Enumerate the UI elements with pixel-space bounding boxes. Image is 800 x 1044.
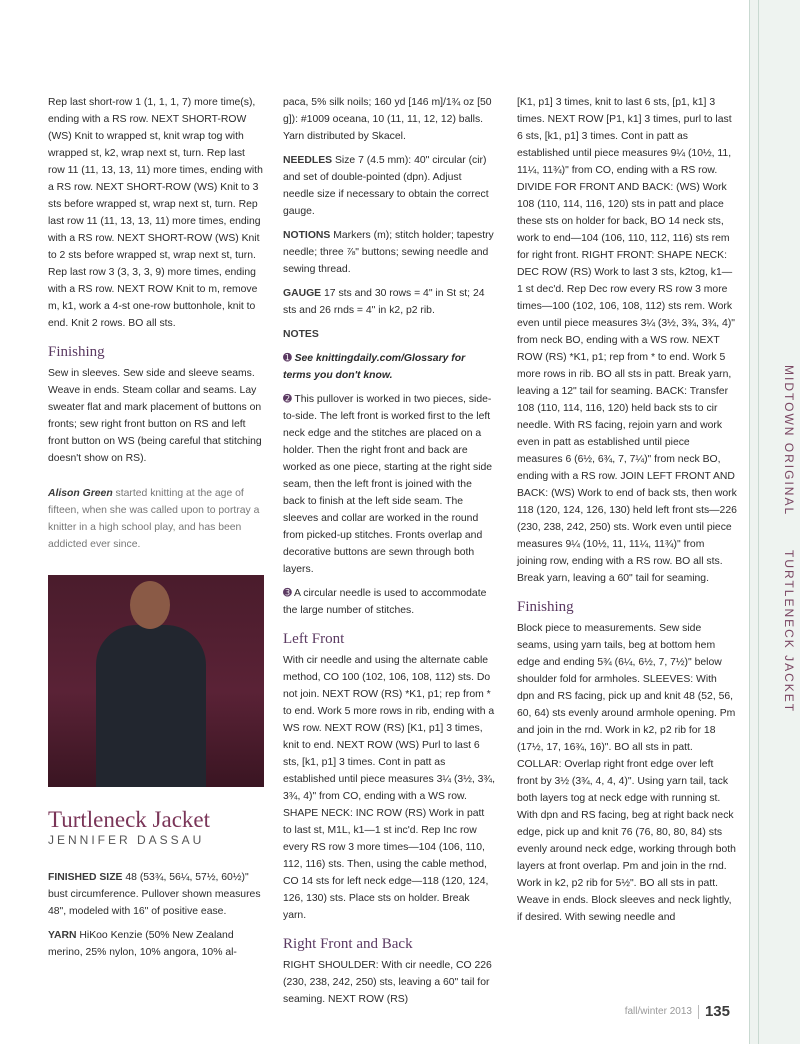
designer-bio	[48, 485, 264, 553]
needles	[283, 152, 495, 220]
note-3-text: A circular needle is used to accommodate the large number of stitches.	[283, 588, 487, 616]
finished-size	[48, 869, 264, 920]
short-row-text: Rep last short-row 1 (1, 1, 1, 7) more time(s), ending with a RS row. NEXT SHORT-ROW (WS) Knit to wrapped st, knit wrap tog with wrapped st, k2, wrap next st, turn. Rep last row 11 (11, 13, 13, 11) more times, ending with a RS row. NEXT SHORT-ROW (WS) Knit to 3 sts before wrapped st, wrap next st, turn. Rep last row 11 (11, 13, 13, 11) more times, ending with a RS row. NEXT SHORT-ROW (WS) Knit to 2 sts before wrapped st, wrap next st, turn. Rep last row 3 (3, 3, 3, 9) more times, ending with a RS row. NEXT ROW Knit to m, remove m, k1, work a 4-st one-row buttonhole, knit to end. Knit 2 rows. BO all sts.	[48, 97, 263, 329]
side-tab	[749, 0, 800, 1044]
column-1	[48, 94, 264, 968]
issue-label: fall/winter 2013	[624, 1006, 692, 1017]
left-front-heading: Left Front	[283, 631, 345, 647]
page-footer	[625, 1003, 730, 1020]
jacket-figure	[96, 625, 206, 787]
notions-text: Markers (m); stitch holder; tapestry needle; three ⅞" buttons; sewing needle and sewing thread.	[283, 230, 494, 275]
pattern-label: TURTLENECK JACKET	[782, 550, 796, 714]
needles-label: NEEDLES	[283, 155, 333, 166]
finishing-text-2: Block piece to measurements. Sew side seams, using yarn tails, beg at bottom hem edge and ending 5¾ (6¼, 6½, 7, 7½)" below shoulder fold for armholes. SLEEVES: With dpn and RS facing, pick up and knit 48 (52, 56, 60, 64) sts evenly around armhole opening. Pm and join in the rnd. Work in k2, p2 rib for 18 (17½, 17, 16¾, 16)". BO all sts in patt. COLLAR: Overlap right front edge over left front by 3½ (3¾, 4, 4, 4)". Using yarn tail, tack both layers tog at neck edge with running st. With dpn and RS facing, beg at right back neck edge, pick up and knit 76 (76, 80, 80, 84) sts evenly around neck edge, working through both layers at front overlap. Pm and join in the rnd. Work in k2, p2 rib for 5½". BO all sts in patt. Weave in ends. Block sleeves and neck lightly, if desired. With sewing needle and	[517, 623, 736, 923]
gauge-label: GAUGE	[283, 288, 322, 299]
note-1	[283, 350, 495, 384]
bullet-icon: ➊	[283, 353, 295, 364]
right-front-heading: Right Front and Back	[283, 936, 413, 952]
section-label: MIDTOWN ORIGINAL	[782, 365, 796, 517]
needles-text: Size 7 (4.5 mm): 40" circular (cir) and set of double-pointed (dpn). Adjust needle size if necessary to obtain the correct gauge.	[283, 155, 489, 217]
right-front-cont: [K1, p1] 3 times, knit to last 6 sts, [p1, k1] 3 times. NEXT ROW [P1, k1] 3 times, purl to last 6 sts, [k1, p1] 3 times. Cont in patt as established until piece measures 9¼ (10½, 11, 11¼, 11¾)" from CO, ending with a RS row. DIVIDE FOR FRONT AND BACK: (WS) Work 108 (110, 114, 116, 120) sts in patt and place these sts on holder for back, BO 14 neck sts, work to end—104 (106, 110, 112, 116) sts rem for right front. RIGHT FRONT: SHAPE NECK: DEC ROW (RS) Work to last 3 sts, k2tog, k1—1 st dec'd. Rep Dec row every RS row 3 more times—100 (102, 106, 108, 112) sts rem. Work even until piece measures 3¼ (3½, 3¾, 3¾, 4)" from neck BO, ending with a WS row. NEXT ROW (RS) *K1, p1; rep from * to end. Work 5 more rows in rib. BO all sts in patt. Break yarn, leaving a 12" tail for seaming. BACK: Transfer 108 (110, 114, 116, 120) held back sts to cir needle. With RS facing, rejoin yarn and work even in patt as established until piece measures 6 (6½, 6¾, 7, 7¼)" from neck BO, ending with a RS row. JOIN LEFT FRONT AND BACK: (WS) Work to end of back sts, then work 118 (120, 124, 126, 130) held left front sts—226 (230, 238, 242, 250) sts. Work even until piece measures 9¼ (10½, 11, 11¼, 11¾)" from joining row, ending with a RS row. BO all sts. Break yarn, leaving a 60" tail for seaming.	[517, 97, 737, 584]
yarn-text: HiKoo Kenzie (50% New Zealand merino, 25% nylon, 10% angora, 10% al-	[48, 930, 237, 958]
finishing-heading-2: Finishing	[517, 599, 574, 615]
page-number: 135	[704, 1003, 730, 1020]
yarn-label: YARN	[48, 930, 77, 941]
left-front-text: With cir needle and using the alternate cable method, CO 100 (102, 106, 108, 112) sts. Do not join. NEXT ROW (RS) *K1, p1; rep from * to end. Work 5 more rows in rib, ending with a WS row. NEXT ROW (RS) [K1, p1] 3 times, knit to end. NEXT ROW (WS) Purl to last 6 sts, [k1, p1] 3 times. Cont in patt as established until piece measures 3¼ (3½, 3¾, 3¾, 4)" from CO, ending with a WS row. SHAPE NECK: INC ROW (RS) Work in patt to last st, M1L, k1—1 st inc'd. Rep Inc row every RS row 3 more times—104 (106, 110, 112, 116) sts. Then, using the cable method, CO 14 sts for left neck edge—118 (120, 124, 126, 130) sts. Place sts on holder. Break yarn.	[283, 655, 495, 921]
column-2	[283, 94, 495, 1015]
column-3	[517, 94, 737, 933]
right-front-text: RIGHT SHOULDER: With cir needle, CO 226 (230, 238, 242, 250) sts, leaving a 60" tail for seaming. NEXT ROW (RS)	[283, 960, 492, 1005]
note-2	[283, 391, 495, 578]
bullet-icon: ➋	[283, 394, 295, 405]
gauge-text: 17 sts and 30 rows = 4" in St st; 24 sts and 26 rnds = 4" in k2, p2 rib.	[283, 288, 485, 316]
bullet-icon: ➌	[283, 588, 295, 599]
finishing-heading: Finishing	[48, 344, 105, 360]
model-head	[130, 581, 170, 629]
yarn	[48, 927, 264, 961]
size-text: 48 (53¾, 56¼, 57½, 60½)" bust circumference. Pullover shown measures 48", modeled with 16" of positive ease.	[48, 872, 261, 917]
footer-divider	[698, 1005, 699, 1019]
gauge	[283, 285, 495, 319]
note-2-text: This pullover is worked in two pieces, side-to-side. The left front is worked first to the left neck edge and the stitches are placed on a holder. Then the right front and back are worked as one piece, starting at the right side seam, then the left front is joined with the back to finish at the left side seam. The sleeves and collar are worked in the round from picked-up stitches. Fronts overlap and decorative buttons are sewn through both layers.	[283, 394, 493, 575]
notions-label: NOTIONS	[283, 230, 331, 241]
pattern-title: Turtleneck Jacket	[48, 807, 211, 832]
bio-name: Alison Green	[48, 488, 113, 499]
bio-text: started knitting at the age of fifteen, when she was called upon to portray a knitter in a high school play, and has been addicted ever since.	[48, 488, 260, 550]
notions	[283, 227, 495, 278]
side-tab-rule	[758, 0, 759, 1044]
note-1-text: See knittingdaily.com/Glossary for terms you don't know.	[283, 353, 466, 381]
yarn-cont: paca, 5% silk noils; 160 yd [146 m]/1¾ oz [50 g]): #1009 oceana, 10 (11, 11, 12, 12) balls. Yarn distributed by Skacel.	[283, 97, 492, 142]
model-photo	[48, 575, 264, 787]
finishing-text: Sew in sleeves. Sew side and sleeve seams. Weave in ends. Steam collar and seams. Lay sweater flat and mark placement of buttons on fronts; sew right front button on RS and left front button on WS (being careful that stitching doesn't show on RS).	[48, 368, 262, 464]
designer-name: JENNIFER DASSAU	[48, 833, 205, 847]
size-label: FINISHED SIZE	[48, 872, 123, 883]
note-3	[283, 585, 495, 619]
notes-label: NOTES	[283, 329, 319, 340]
